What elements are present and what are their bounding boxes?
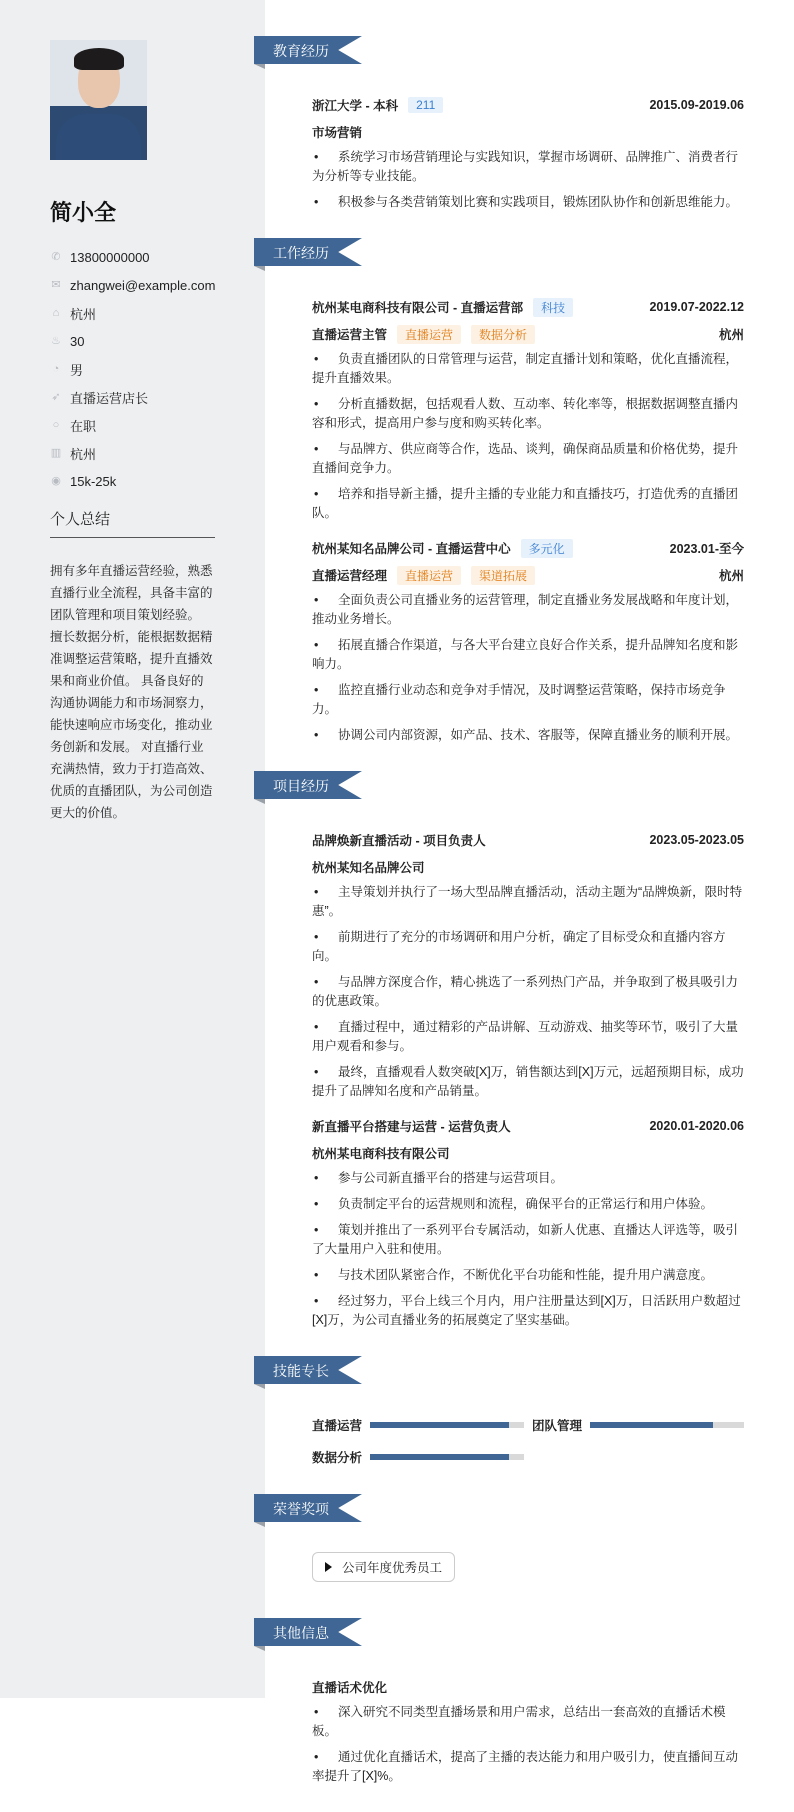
bullet-item: • 系统学习市场营销理论与实践知识，掌握市场调研、品牌推广、消费者行为分析等专业技能。	[312, 148, 744, 186]
salary-icon: ◉	[51, 475, 61, 487]
section-banner-education	[254, 36, 362, 64]
summary-title: 个人总结	[50, 508, 215, 538]
section-other	[254, 1618, 754, 1786]
entry-title-group	[312, 539, 573, 558]
entry-title: 浙江大学 - 本科	[312, 99, 399, 113]
banner-fold	[254, 799, 265, 804]
entry-date: 2023.01-至今	[669, 542, 744, 556]
entry-sub-group	[312, 1144, 450, 1162]
banner-fold	[254, 1384, 265, 1389]
contact-text: 直播运营店长	[70, 390, 149, 406]
bullet-item: • 通过优化直播话术，提高了主播的表达能力和用户吸引力，使直播间互动率提升了[X]%。	[312, 1748, 744, 1786]
entry-title-group	[312, 96, 443, 114]
section-title: 教育经历	[273, 43, 329, 59]
play-triangle-icon	[325, 1562, 332, 1572]
bullet-item: • 负责直播团队的日常管理与运营，制定直播计划和策略，优化直播流程，提升直播效果。	[312, 350, 744, 388]
skill-item	[312, 1446, 524, 1468]
candidate-name: 简小全	[50, 200, 117, 225]
entry-date: 2015.09-2019.06	[649, 98, 744, 112]
entry-header	[312, 296, 744, 318]
role-tag: 渠道拓展	[471, 566, 535, 585]
award-badge[interactable]	[312, 1552, 455, 1582]
status-icon: ○	[52, 419, 60, 431]
mail-icon: ✉	[51, 279, 61, 291]
skill-grid	[312, 1414, 744, 1468]
home-icon: ⌂	[52, 307, 60, 319]
main-content	[254, 36, 754, 1812]
entry-sub-group	[312, 123, 362, 141]
bullet-item: • 积极参与各类营销策划比赛和实践项目，锻炼团队协作和创新思维能力。	[312, 193, 744, 212]
contact-text: 杭州	[70, 306, 97, 322]
building-icon: ▥	[50, 447, 62, 459]
section-title: 其他信息	[273, 1625, 329, 1641]
bullet-item: • 与品牌方深度合作，精心挑选了一系列热门产品，并争取到了极具吸引力的优惠政策。	[312, 973, 744, 1011]
entry-location: 杭州	[718, 328, 744, 342]
bullet-list	[312, 591, 744, 745]
bullet-item: • 深入研究不同类型直播场景和用户需求，总结出一套高效的直播话术模板。	[312, 1703, 744, 1741]
contact-item	[50, 411, 215, 439]
bullet-item: • 监控直播行业动态和竞争对手情况，及时调整运营策略，保持市场竞争力。	[312, 681, 744, 719]
entry-sub-group	[312, 325, 535, 344]
contact-item	[50, 383, 215, 411]
contact-list	[50, 243, 215, 495]
contact-item	[50, 439, 215, 467]
bullet-item: • 培养和指导新主播，提升主播的专业能力和直播技巧，打造优秀的直播团队。	[312, 485, 744, 523]
contact-text: 13800000000	[70, 249, 150, 265]
bullet-item: • 经过努力，平台上线三个月内，用户注册量达到[X]万，日活跃用户数超过[X]万，为公司直播业务的拓展奠定了坚实基础。	[312, 1292, 744, 1330]
entry-subheader	[312, 856, 744, 878]
role-tag: 直播运营	[397, 566, 461, 585]
section-project	[254, 771, 754, 1330]
contact-text: zhangwei@example.com	[70, 277, 216, 293]
role-tag: 数据分析	[471, 325, 535, 344]
section-education	[254, 36, 754, 212]
bullet-item: • 与技术团队紧密合作，不断优化平台功能和性能，提升用户满意度。	[312, 1266, 744, 1285]
skill-bar-fill	[590, 1422, 713, 1428]
cake-icon: ♨	[51, 335, 61, 347]
entry	[312, 94, 744, 212]
section-banner-project	[254, 771, 362, 799]
entry-tag: 211	[408, 97, 443, 113]
bullet-list	[312, 148, 744, 212]
bullet-list	[312, 1703, 744, 1786]
entry-subheader	[312, 121, 744, 143]
entry-date: 2020.01-2020.06	[649, 1119, 744, 1133]
banner-fold	[254, 1646, 265, 1651]
contact-text: 男	[70, 362, 84, 378]
bullet-list	[312, 883, 744, 1101]
bullet-item: • 前期进行了充分的市场调研和用户分析，确定了目标受众和直播内容方向。	[312, 928, 744, 966]
sidebar	[0, 0, 265, 1698]
entry-header	[312, 1115, 744, 1137]
skill-bar-fill	[370, 1454, 509, 1460]
section-banner-awards	[254, 1494, 362, 1522]
role-tag: 直播运营	[397, 325, 461, 344]
skill-bar	[590, 1422, 744, 1428]
contact-text: 在职	[70, 418, 97, 434]
summary-text: 拥有多年直播运营经验，熟悉直播行业全流程，具备丰富的团队管理和项目策划经验。 擅长数据分析，能根据数据精准调整运营策略，提升直播效果和商业价值。 具备良好的沟通协调能力和市场洞察力，能快速响应市场变化，推动业务创新和发展。 对直播行业充满热情，致力于打造高效、优质的直播团队，为公司创造更大的价值。	[50, 564, 213, 820]
bullet-item: • 参与公司新直播平台的搭建与运营项目。	[312, 1169, 744, 1188]
contact-item	[50, 243, 215, 271]
bullet-list	[312, 350, 744, 523]
entry-sub-group	[312, 858, 425, 876]
contact-item	[50, 327, 215, 355]
entry-subtitle: 直播运营经理	[312, 569, 388, 583]
section-banner-work	[254, 238, 362, 266]
entry-header	[312, 537, 744, 559]
section-title: 技能专长	[273, 1363, 329, 1379]
section-awards	[254, 1494, 754, 1592]
send-icon: ➶	[51, 391, 61, 403]
entry-title-group	[312, 298, 573, 317]
entry-title: 直播话术优化	[312, 1681, 388, 1695]
skill-item	[312, 1414, 524, 1436]
contact-item	[50, 271, 215, 299]
skill-bar	[370, 1422, 524, 1428]
bullet-item: • 分析直播数据，包括观看人数、互动率、转化率等，根据数据调整直播内容和形式，提高用户参与度和购买转化率。	[312, 395, 744, 433]
skill-bar-fill	[370, 1422, 509, 1428]
contact-item	[50, 299, 215, 327]
entry-title: 杭州某电商科技有限公司 - 直播运营部	[312, 301, 524, 315]
entry	[312, 1115, 744, 1330]
entry	[312, 296, 744, 523]
bullet-item: • 负责制定平台的运营规则和流程，确保平台的正常运行和用户体验。	[312, 1195, 744, 1214]
banner-fold	[254, 1522, 265, 1527]
entry-tag: 多元化	[521, 539, 573, 558]
entry-header	[312, 829, 744, 851]
entry-location: 杭州	[718, 569, 744, 583]
entry-subtitle: 杭州某知名品牌公司	[312, 861, 425, 875]
skill-name: 团队管理	[532, 1419, 583, 1433]
entry-date: 2023.05-2023.05	[649, 833, 744, 847]
contact-text: 30	[70, 333, 85, 349]
section-title: 项目经历	[273, 778, 329, 794]
section-banner-other	[254, 1618, 362, 1646]
skill-bar	[370, 1454, 524, 1460]
skill-item	[532, 1414, 744, 1436]
contact-text: 15k-25k	[70, 473, 117, 489]
entry-subheader	[312, 1142, 744, 1164]
gender-icon: ◔	[52, 363, 60, 375]
section-title: 工作经历	[273, 245, 329, 261]
entry-subtitle: 市场营销	[312, 126, 363, 140]
contact-item	[50, 355, 215, 383]
avatar-photo	[50, 40, 147, 160]
bullet-list	[312, 1169, 744, 1330]
entry-title-group	[312, 1117, 511, 1135]
bullet-item: • 最终，直播观看人数突破[X]万，销售额达到[X]万元，远超预期目标，成功提升了品牌知名度和产品销量。	[312, 1063, 744, 1101]
phone-icon: ✆	[51, 251, 61, 263]
contact-text: 杭州	[70, 446, 97, 462]
section-work	[254, 238, 754, 745]
entry	[312, 1676, 744, 1786]
entry-title: 新直播平台搭建与运营 - 运营负责人	[312, 1120, 511, 1134]
entry-title: 品牌焕新直播活动 - 项目负责人	[312, 834, 486, 848]
banner-fold	[254, 266, 265, 271]
section-skills	[254, 1356, 754, 1468]
banner-fold	[254, 64, 265, 69]
entry-title: 杭州某知名品牌公司 - 直播运营中心	[312, 542, 511, 556]
bullet-item: • 策划并推出了一系列平台专属活动，如新人优惠、直播达人评选等，吸引了大量用户入驻和使用。	[312, 1221, 744, 1259]
award-text: 公司年度优秀员工	[342, 1561, 443, 1575]
entry	[312, 829, 744, 1101]
bullet-item: • 协调公司内部资源，如产品、技术、客服等，保障直播业务的顺利开展。	[312, 726, 744, 745]
entry-header	[312, 94, 744, 116]
bullet-item: • 主导策划并执行了一场大型品牌直播活动，活动主题为“品牌焕新，限时特惠”。	[312, 883, 744, 921]
entry-subtitle: 杭州某电商科技有限公司	[312, 1147, 450, 1161]
entry	[312, 537, 744, 745]
bullet-item: • 拓展直播合作渠道，与各大平台建立良好合作关系，提升品牌知名度和影响力。	[312, 636, 744, 674]
entry-subheader	[312, 323, 744, 345]
entry-sub-group	[312, 566, 535, 585]
entry-date: 2019.07-2022.12	[649, 300, 744, 314]
section-title: 荣誉奖项	[273, 1501, 329, 1517]
entry-subheader	[312, 564, 744, 586]
entry-subtitle: 直播运营主管	[312, 328, 388, 342]
entry-title-group	[312, 831, 486, 849]
contact-item	[50, 467, 215, 495]
skill-name: 直播运营	[312, 1419, 363, 1433]
bullet-item: • 直播过程中，通过精彩的产品讲解、互动游戏、抽奖等环节，吸引了大量用户观看和参与。	[312, 1018, 744, 1056]
bullet-item: • 与品牌方、供应商等合作，选品、谈判，确保商品质量和价格优势，提升直播间竞争力。	[312, 440, 744, 478]
section-banner-skills	[254, 1356, 362, 1384]
skill-name: 数据分析	[312, 1451, 363, 1465]
bullet-item: • 全面负责公司直播业务的运营管理，制定直播业务发展战略和年度计划，推动业务增长。	[312, 591, 744, 629]
entry-tag: 科技	[533, 298, 573, 317]
